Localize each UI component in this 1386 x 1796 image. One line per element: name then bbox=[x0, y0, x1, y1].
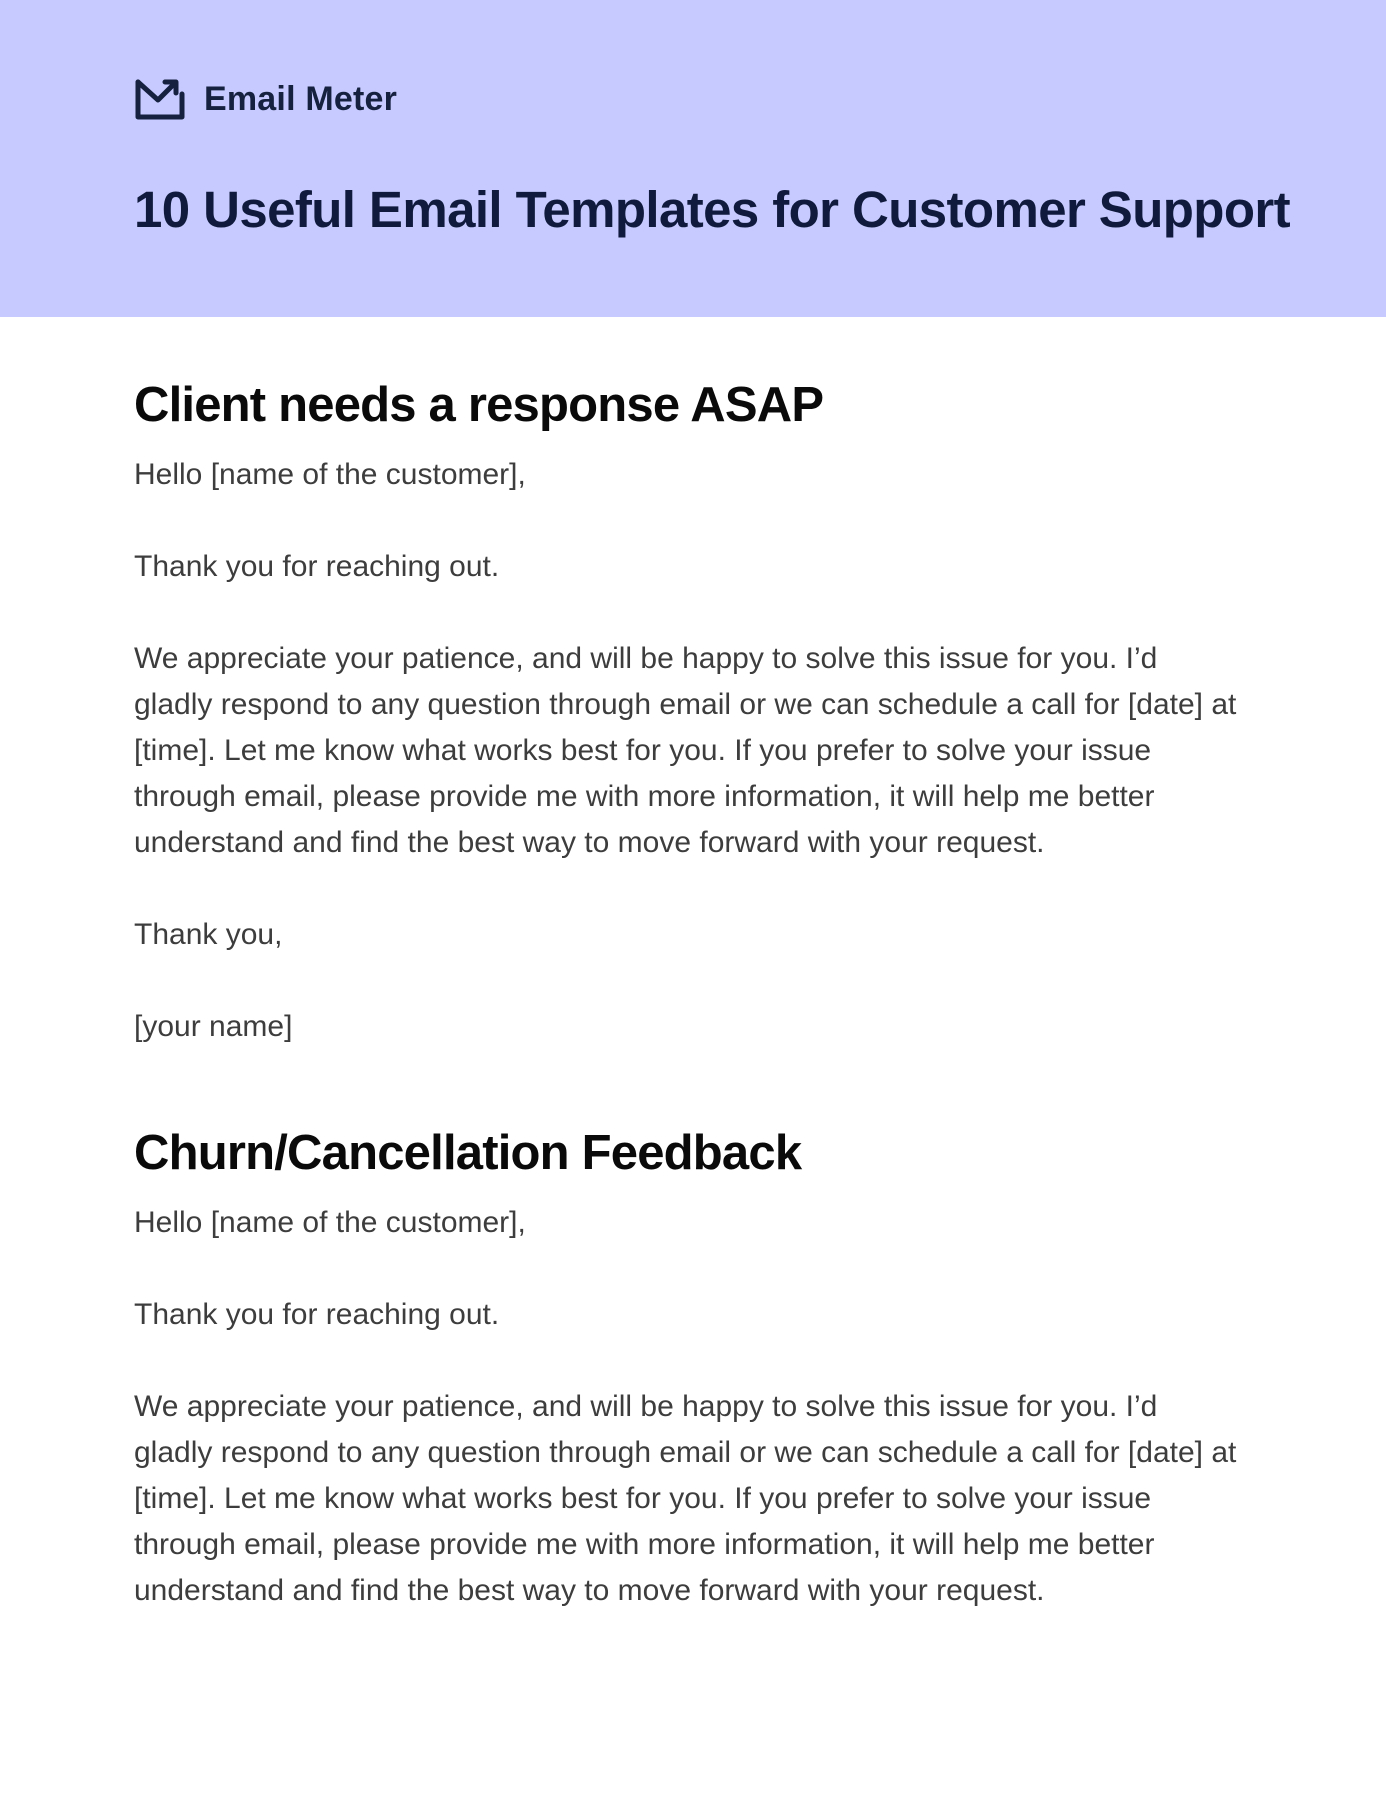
page-header bbox=[0, 0, 1386, 317]
section-body bbox=[134, 1200, 1244, 1614]
document-content bbox=[134, 370, 1244, 1614]
body-text: We appreciate your patience, and will be happy to solve this issue for you. I’d gladly respond to any question through email or we can schedule a call for [date] at [time]. Let me know what works best for you. If you prefer to solve your issue through email, please provide me with more information, it will help me better understand and find the best way to move forward with your request. bbox=[134, 1390, 1237, 1607]
section-body bbox=[134, 452, 1244, 1050]
brand[interactable] bbox=[134, 76, 397, 122]
envelope-icon bbox=[134, 76, 186, 122]
template-section bbox=[134, 370, 1244, 1050]
section-title: Client needs a response ASAP bbox=[134, 378, 824, 432]
closing-text: Thank you, bbox=[134, 918, 283, 951]
body-text: We appreciate your patience, and will be happy to solve this issue for you. I’d gladly respond to any question through email or we can schedule a call for [date] at [time]. Let me know what works best for you. If you prefer to solve your issue through email, please provide me with more information, it will help me better understand and find the best way to move forward with your request. bbox=[134, 642, 1237, 859]
thanks-text: Thank you for reaching out. bbox=[134, 550, 500, 583]
brand-name: Email Meter bbox=[204, 79, 398, 118]
greeting-text: Hello [name of the customer], bbox=[134, 458, 526, 491]
signature-text: [your name] bbox=[134, 1010, 293, 1043]
section-title: Churn/Cancellation Feedback bbox=[134, 1126, 802, 1180]
document-title: 10 Useful Email Templates for Customer Support bbox=[134, 181, 1291, 238]
greeting-text: Hello [name of the customer], bbox=[134, 1206, 526, 1239]
template-section bbox=[134, 1118, 1244, 1614]
thanks-text: Thank you for reaching out. bbox=[134, 1298, 500, 1331]
